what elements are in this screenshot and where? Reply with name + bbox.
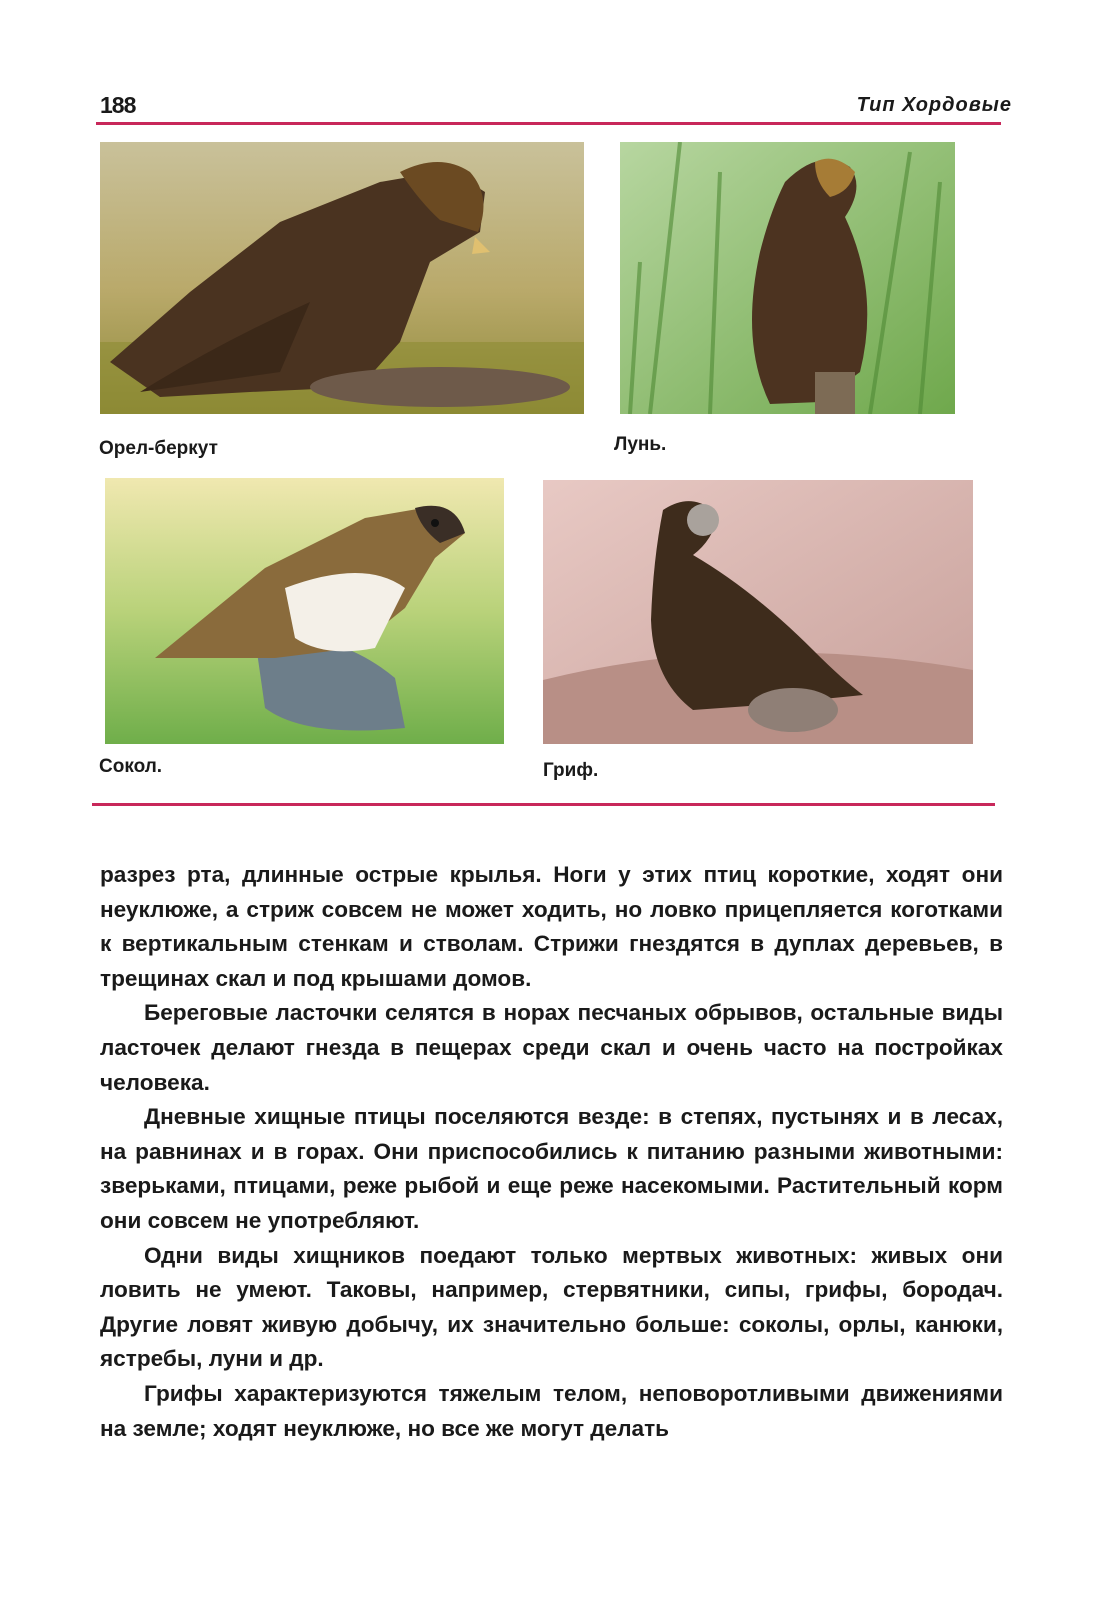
figure-bottom-rule bbox=[92, 803, 995, 806]
paragraph bbox=[100, 1100, 1003, 1238]
figure-caption: Орел-беркут bbox=[99, 438, 218, 459]
paragraph-text: поселяются везде: в степях, пустынях и в лесах, на равнинах и в горах. Они приспособились к питанию разными животными: зверьками, птицами, реже рыбой и еще реже насекомыми. Растительный корм они совсем не употребляют. bbox=[100, 1104, 1003, 1233]
header-rule bbox=[96, 122, 1001, 125]
paragraph: Одни виды хищников поедают только мертвых животных: живых они ловить не умеют. Таковы, например, стервятники, сипы, грифы, бородач. Другие ловят живую добычу, их значительно больше: соколы, орлы, канюки, ястребы, луни и др. bbox=[100, 1242, 1003, 1372]
paragraph: разрез рта, длинные острые крылья. Ноги у этих птиц короткие, ходят они неуклюже, а стриж совсем не может ходить, но ловко прицепляется коготками к вертикальным стенкам и стволам. Стрижи гнездятся в дуплах деревьев, в трещинах скал и под крышами домов. bbox=[100, 862, 1003, 991]
golden-eagle-photo bbox=[100, 142, 584, 414]
bold-term: Дневные хищные птицы bbox=[144, 1104, 426, 1130]
falcon-illustration bbox=[105, 478, 504, 744]
vulture-photo bbox=[543, 480, 973, 744]
figure-caption: Сокол. bbox=[99, 756, 163, 777]
figure-caption: Гриф. bbox=[543, 760, 599, 781]
figure-caption: Лунь. bbox=[614, 434, 667, 455]
paragraph: Грифы характеризуются тяжелым телом, неповоротливыми движениями на земле; ходят неуклюже, но все же могут делать bbox=[100, 1380, 1003, 1441]
page-number: 188 bbox=[100, 92, 136, 118]
harrier-photo bbox=[620, 142, 955, 414]
running-title: Тип Хордовые bbox=[856, 94, 1012, 116]
body-text bbox=[100, 858, 1003, 1446]
page-header bbox=[100, 86, 1020, 126]
paragraph: Береговые ласточки селятся в норах песчаных обрывов, остальные виды ласточек делают гнезда в пещерах среди скал и очень часто на постройках человека. bbox=[100, 1000, 1003, 1095]
